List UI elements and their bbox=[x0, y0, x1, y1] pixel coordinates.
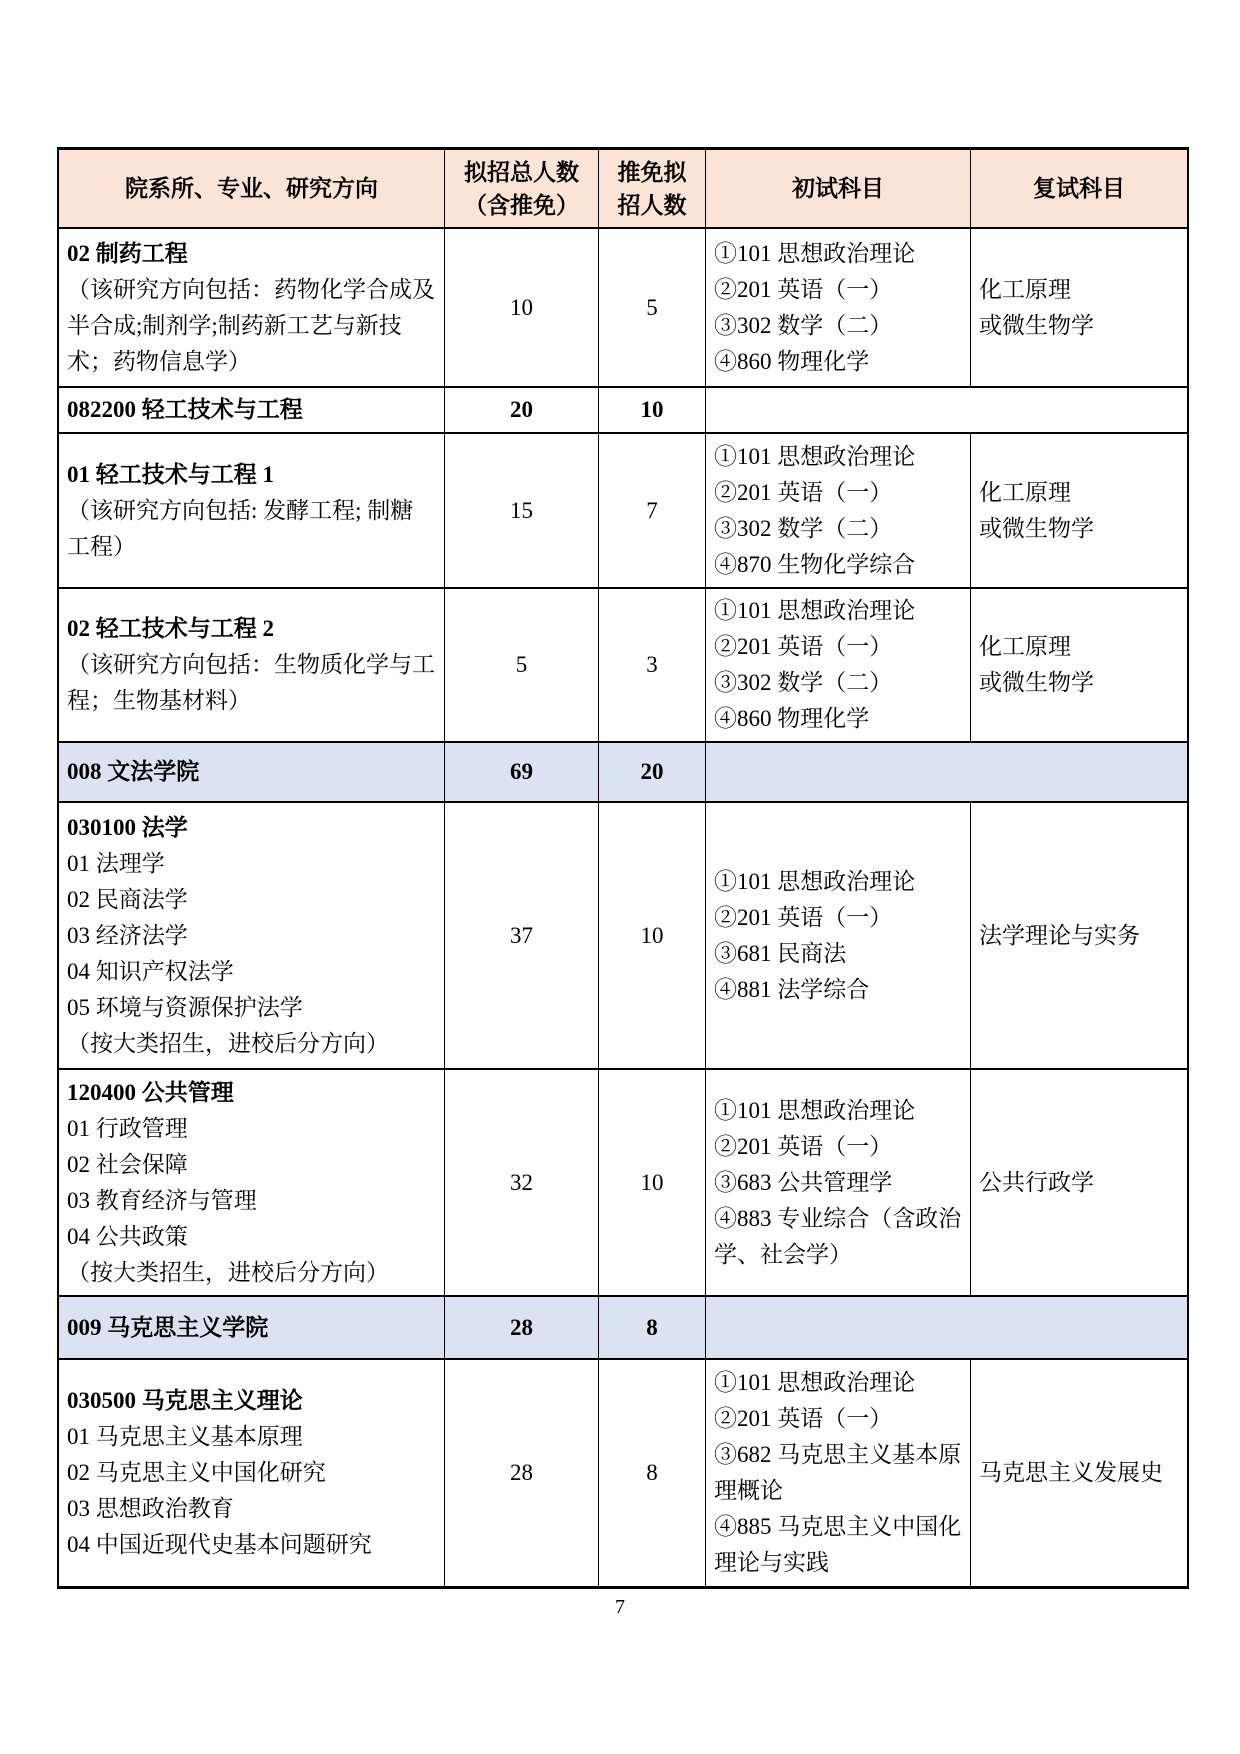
direction-line: 02 马克思主义中国化研究 bbox=[67, 1460, 326, 1485]
row-description: （该研究方向包括：药物化学合成及半合成;制剂学;制药新工艺与新技术；药物信息学） bbox=[67, 276, 435, 374]
row-title: 02 制药工程 bbox=[67, 240, 188, 266]
subject-line: ②201 英语（一） bbox=[714, 904, 893, 930]
cell-retest-subjects bbox=[971, 589, 1187, 741]
cell-subjects-merged-empty bbox=[706, 388, 1187, 432]
subject-line: ①101 思想政治理论 bbox=[714, 443, 916, 469]
subject-line: ①101 思想政治理论 bbox=[714, 1097, 916, 1123]
header-cell-initial-subjects bbox=[706, 150, 971, 227]
row-title: 030100 法学 bbox=[67, 814, 188, 840]
cell-department bbox=[59, 229, 445, 386]
cell-total: 69 bbox=[445, 743, 599, 801]
subject-line: ①101 思想政治理论 bbox=[714, 240, 916, 266]
direction-line: 04 知识产权法学 bbox=[67, 958, 234, 984]
subject-line: ①101 思想政治理论 bbox=[714, 1370, 916, 1395]
subject-line: ②201 英语（一） bbox=[714, 1406, 893, 1431]
subject-line: ③682 马克思主义基本原理概论 bbox=[714, 1442, 962, 1503]
note-line: （按大类招生，进校后分方向） bbox=[67, 1259, 389, 1285]
subject-line: ③302 数学（二） bbox=[714, 670, 893, 695]
retest-line: 或微生物学 bbox=[979, 515, 1094, 541]
cell-initial-subjects bbox=[706, 1360, 971, 1586]
cell-exempt: 7 bbox=[599, 434, 706, 587]
cell-initial-subjects bbox=[706, 229, 971, 386]
subject-line: ②201 英语（一） bbox=[714, 1133, 893, 1159]
header-label: 拟招总人数 bbox=[464, 159, 579, 185]
header-label: （含推免） bbox=[464, 192, 579, 218]
retest-line: 化工原理 bbox=[979, 479, 1071, 505]
subject-line: ④881 法学综合 bbox=[714, 976, 870, 1002]
cell-exempt: 8 bbox=[599, 1360, 706, 1586]
subject-line: ④885 马克思主义中国化理论与实践 bbox=[714, 1514, 962, 1575]
direction-line: 01 行政管理 bbox=[67, 1115, 188, 1141]
table-row bbox=[59, 229, 1187, 388]
section-row bbox=[59, 743, 1187, 803]
cell-total: 32 bbox=[445, 1070, 599, 1295]
table-row bbox=[59, 589, 1187, 743]
row-title: 01 轻工技术与工程 1 bbox=[67, 461, 274, 487]
cell-exempt: 10 bbox=[599, 1070, 706, 1295]
row-title: 02 轻工技术与工程 2 bbox=[67, 616, 274, 641]
row-title: 030500 马克思主义理论 bbox=[67, 1388, 303, 1413]
cell-subjects-merged-empty bbox=[706, 1297, 1187, 1358]
direction-line: 01 马克思主义基本原理 bbox=[67, 1424, 303, 1449]
retest-line: 或微生物学 bbox=[979, 312, 1094, 338]
direction-line: 03 经济法学 bbox=[67, 922, 188, 948]
header-label: 院系所、专业、研究方向 bbox=[125, 176, 378, 201]
direction-line: 02 社会保障 bbox=[67, 1151, 188, 1177]
header-cell-exempt bbox=[599, 150, 706, 227]
subject-line: ④860 物理化学 bbox=[714, 348, 870, 374]
cell-total: 15 bbox=[445, 434, 599, 587]
cell-department bbox=[59, 589, 445, 741]
cell-department bbox=[59, 1360, 445, 1586]
cell-subjects-merged-empty bbox=[706, 743, 1187, 801]
cell-initial-subjects bbox=[706, 1070, 971, 1295]
subject-line: ②201 英语（一） bbox=[714, 276, 893, 302]
header-label: 招人数 bbox=[617, 192, 687, 218]
subject-line: ①101 思想政治理论 bbox=[714, 868, 916, 894]
cell-retest-subjects bbox=[971, 434, 1187, 587]
cell-initial-subjects bbox=[706, 434, 971, 587]
cell-department bbox=[59, 803, 445, 1068]
direction-line: 04 公共政策 bbox=[67, 1223, 188, 1249]
admissions-table bbox=[57, 147, 1189, 1589]
table-row bbox=[59, 1360, 1187, 1586]
cell-exempt: 10 bbox=[599, 388, 706, 432]
table-header-row bbox=[59, 150, 1187, 229]
table-row bbox=[59, 1070, 1187, 1297]
retest-line: 化工原理 bbox=[979, 276, 1071, 302]
row-description: （该研究方向包括: 发酵工程; 制糖工程） bbox=[67, 497, 414, 559]
direction-line: 01 法理学 bbox=[67, 850, 165, 876]
row-title: 009 马克思主义学院 bbox=[67, 1314, 269, 1340]
subject-line: ②201 英语（一） bbox=[714, 634, 893, 659]
row-description: （该研究方向包括：生物质化学与工程；生物基材料） bbox=[67, 652, 435, 713]
subject-line: ④883 专业综合（含政治学、社会学） bbox=[714, 1205, 962, 1267]
direction-line: 05 环境与资源保护法学 bbox=[67, 994, 303, 1020]
direction-line: 04 中国近现代史基本问题研究 bbox=[67, 1532, 372, 1557]
subject-line: ④870 生物化学综合 bbox=[714, 551, 916, 577]
section-row bbox=[59, 1297, 1187, 1360]
subject-line: ③683 公共管理学 bbox=[714, 1169, 893, 1195]
cell-initial-subjects bbox=[706, 589, 971, 741]
table-row bbox=[59, 803, 1187, 1070]
row-title: 082200 轻工技术与工程 bbox=[67, 397, 303, 422]
cell-retest-subjects bbox=[971, 1070, 1187, 1295]
subject-line: ④860 物理化学 bbox=[714, 706, 870, 731]
direction-line: 02 民商法学 bbox=[67, 886, 188, 912]
cell-department bbox=[59, 743, 445, 801]
subject-line: ①101 思想政治理论 bbox=[714, 598, 916, 623]
cell-department bbox=[59, 1070, 445, 1295]
retest-line: 公共行政学 bbox=[979, 1169, 1094, 1195]
cell-total: 28 bbox=[445, 1297, 599, 1358]
subject-line: ③302 数学（二） bbox=[714, 312, 893, 338]
cell-total: 20 bbox=[445, 388, 599, 432]
row-title: 120400 公共管理 bbox=[67, 1079, 234, 1105]
direction-line: 03 教育经济与管理 bbox=[67, 1187, 257, 1213]
subject-line: ②201 英语（一） bbox=[714, 479, 893, 505]
row-title: 008 文法学院 bbox=[67, 759, 200, 784]
cell-total: 28 bbox=[445, 1360, 599, 1586]
cell-retest-subjects bbox=[971, 1360, 1187, 1586]
cell-exempt: 8 bbox=[599, 1297, 706, 1358]
cell-total: 5 bbox=[445, 589, 599, 741]
cell-initial-subjects bbox=[706, 803, 971, 1068]
table-row bbox=[59, 434, 1187, 589]
header-label: 复试科目 bbox=[1033, 176, 1125, 201]
cell-exempt: 20 bbox=[599, 743, 706, 801]
cell-exempt: 5 bbox=[599, 229, 706, 386]
header-label: 初试科目 bbox=[792, 176, 884, 201]
header-cell-total bbox=[445, 150, 599, 227]
retest-line: 法学理论与实务 bbox=[979, 922, 1140, 948]
subject-line: ③681 民商法 bbox=[714, 940, 847, 966]
header-cell-retest-subjects bbox=[971, 150, 1187, 227]
note-line: （按大类招生，进校后分方向） bbox=[67, 1030, 389, 1056]
cell-department bbox=[59, 388, 445, 432]
header-cell-department bbox=[59, 150, 445, 227]
page-number: 7 bbox=[615, 1596, 625, 1618]
header-label: 推免拟 bbox=[617, 159, 687, 185]
cell-total: 10 bbox=[445, 229, 599, 386]
subject-line: ③302 数学（二） bbox=[714, 515, 893, 541]
retest-line: 或微生物学 bbox=[979, 670, 1094, 695]
direction-line: 03 思想政治教育 bbox=[67, 1496, 234, 1521]
cell-exempt: 10 bbox=[599, 803, 706, 1068]
cell-total: 37 bbox=[445, 803, 599, 1068]
cell-retest-subjects bbox=[971, 803, 1187, 1068]
table-row bbox=[59, 388, 1187, 434]
cell-department bbox=[59, 434, 445, 587]
retest-line: 化工原理 bbox=[979, 634, 1071, 659]
cell-retest-subjects bbox=[971, 229, 1187, 386]
cell-department bbox=[59, 1297, 445, 1358]
retest-line: 马克思主义发展史 bbox=[979, 1460, 1163, 1485]
cell-exempt: 3 bbox=[599, 589, 706, 741]
